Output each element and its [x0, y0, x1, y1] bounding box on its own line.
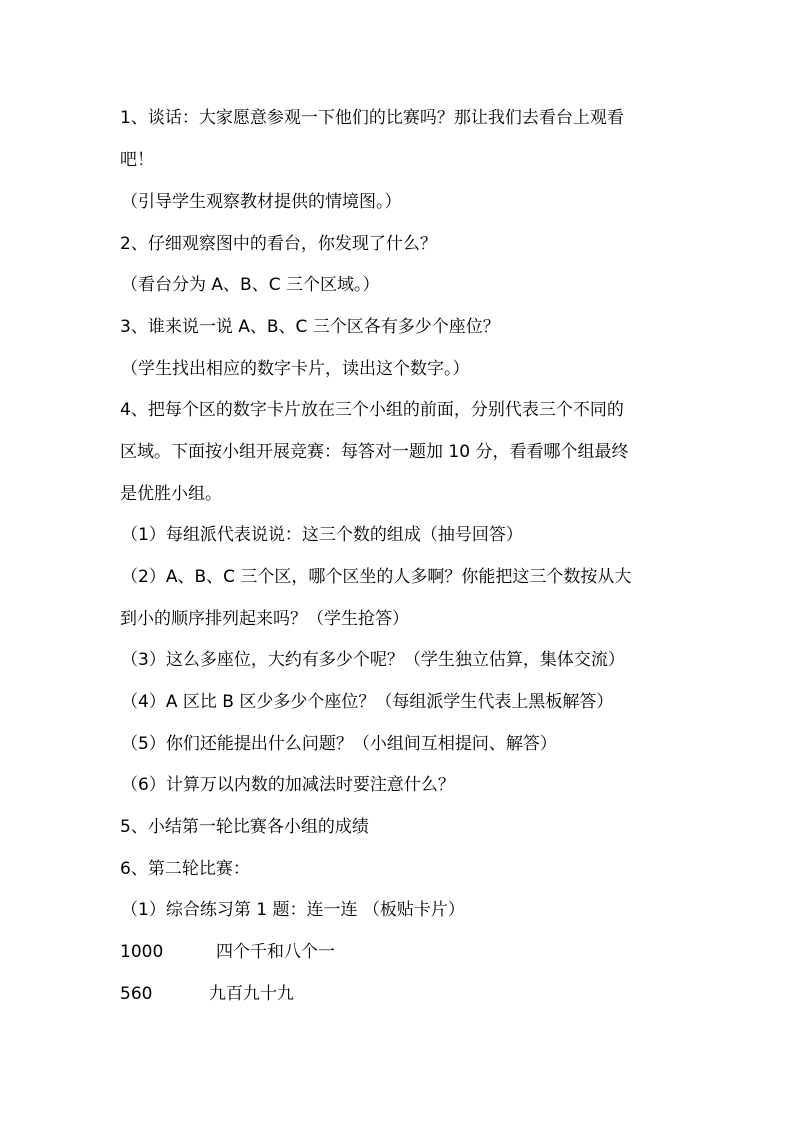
- paragraph-line-3: （引导学生观察教材提供的情境图。）: [121, 192, 402, 212]
- paragraph-line-13: 到小的顺序排列起来吗？（学生抢答）: [120, 609, 409, 629]
- matching-number: 1000: [120, 942, 164, 962]
- paragraph-line-9: 区域。下面按小组开展竞赛：每答对一题加 10 分，看看哪个组最终: [120, 442, 629, 462]
- matching-number: 560: [120, 984, 153, 1004]
- paragraph-line-5: （看台分为 A、B、C 三个区域。）: [121, 275, 380, 295]
- paragraph-line-12: （2）A、B、C 三个区，哪个区坐的人多啊？你能把这三个数按从大: [121, 567, 632, 587]
- paragraph-line-17: （6）计算万以内数的加减法时要注意什么？: [121, 775, 455, 795]
- paragraph-line-14: （3）这么多座位，大约有多少个呢？（学生独立估算，集体交流）: [121, 650, 625, 670]
- paragraph-line-15: （4）A 区比 B 区少多少个座位？（每组派学生代表上黑板解答）: [121, 692, 614, 712]
- paragraph-line-1: 1、谈话：大家愿意参观一下他们的比赛吗？那让我们去看台上观看: [120, 108, 624, 128]
- paragraph-line-16: （5）你们还能提出什么问题？（小组间互相提问、解答）: [121, 734, 557, 754]
- paragraph-line-18: 5、小结第一轮比赛各小组的成绩: [120, 817, 369, 837]
- paragraph-line-11: （1）每组派代表说说：这三个数的组成（抽号回答）: [121, 525, 523, 545]
- paragraph-line-20: （1）综合练习第 1 题：连一连 （板贴卡片）: [121, 900, 465, 920]
- matching-words: 四个千和八个一: [216, 942, 335, 962]
- paragraph-line-7: （学生找出相应的数字卡片，读出这个数字。）: [121, 359, 470, 379]
- matching-row-2: [120, 983, 294, 1005]
- matching-words: 九百九十九: [209, 984, 294, 1004]
- paragraph-line-8: 4、把每个区的数字卡片放在三个小组的前面，分别代表三个不同的: [120, 400, 624, 420]
- paragraph-line-2: 吧！: [120, 150, 154, 170]
- paragraph-line-4: 2、仔细观察图中的看台，你发现了什么？: [120, 234, 437, 254]
- paragraph-line-19: 6、第二轮比赛：: [120, 859, 250, 879]
- paragraph-line-6: 3、谁来说一说 A、B、C 三个区各有多少个座位？: [120, 317, 500, 337]
- matching-row-1: [120, 941, 335, 963]
- paragraph-line-10: 是优胜小组。: [120, 484, 222, 504]
